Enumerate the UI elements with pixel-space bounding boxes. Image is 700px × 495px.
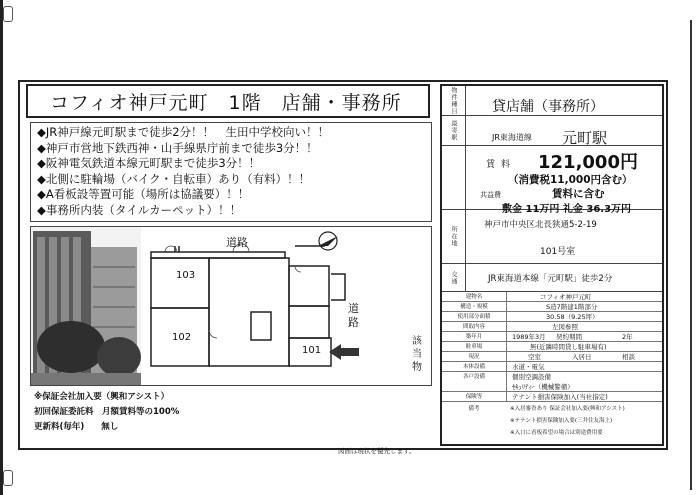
rent-label: 賃料 (486, 160, 517, 170)
room-101-label: 101 (302, 345, 322, 356)
address-row (442, 210, 662, 264)
detail-row: 建物名 コフィオ神戸元町 (442, 292, 662, 302)
floor-plan-drawing (145, 240, 405, 380)
feature-item: ◆阪神電気鉄道本線元町駅まで徒歩3分！！ (37, 156, 261, 170)
feature-item: ◆神戸市営地下鉄西神・山手線県庁前まで徒歩3分！！ (37, 140, 318, 155)
detail-row: 駐車場 無(近隣時間貸し駐車場有) (442, 342, 662, 352)
detail-row: 構造・規模 S造7階建1階部分 (442, 302, 662, 312)
remark-line: ※テナント損害保険加入要(三井住友海上) (510, 418, 613, 424)
target-unit-label: 該当物 (412, 336, 422, 373)
room-number: 101号室 (540, 247, 576, 257)
common-fee-value: 賃料に含む (552, 188, 605, 200)
address-value: 神戸市中央区北長狭通5-2-19 (484, 220, 597, 230)
rent-tax: （消費税11,000円含む） (508, 174, 633, 186)
punch-hole-top (3, 6, 13, 22)
remarks-label: 備考 (468, 406, 480, 412)
note-line: ※保証会社加入要（興和アシスト） (34, 392, 170, 402)
north-compass-icon (314, 230, 342, 252)
feature-list (30, 122, 432, 222)
guarantee-notes (34, 390, 179, 435)
road-label-top: 道路 (226, 236, 248, 249)
building-photo (31, 227, 141, 385)
detail-row: 使用部分面積 30.58（9.25坪） (442, 312, 662, 322)
feature-item: ◆JR神戸線元町駅まで徒歩2分！！ 生田中学校向い！！ (37, 125, 330, 139)
detail-row: 間取内容 左図参照 (442, 322, 662, 332)
address-label: 所在地 (442, 210, 466, 263)
traffic-label: 交通 (442, 264, 466, 291)
type-label: 物件種目 (442, 86, 466, 115)
remark-line: ※入居審査あり 保証会社加入要(興和アシスト) (510, 406, 625, 412)
station-name: 元町駅 (562, 129, 608, 147)
feature-item: ◆A看板設等置可能（場所は協議要）！！ (37, 187, 250, 201)
note-line: 初回保証委託料 月額賃料等の100% (34, 407, 180, 417)
detail-row: 保険等 テナント損害保険加入(当社指定) (442, 392, 662, 402)
detail-row: 本体設備 水道・電気 (442, 362, 662, 372)
deposit-key-money: 敷金 11万円 礼金 36.3万円 (502, 204, 632, 215)
detail-row: 築年月 1989年3月 契約期間 2年 (442, 332, 662, 342)
plan-footnote: 図面は現状を優先します。 (338, 447, 416, 455)
remarks-block (442, 404, 662, 444)
station-label: 最寄駅 (442, 116, 466, 145)
feature-item: ◆事務所内装（タイルカーペット）！！ (37, 202, 242, 217)
feature-item: ◆北側に駐輪場（バイク・自転車）あり（有料）！！ (37, 171, 311, 186)
road-label-side: 道路 (348, 302, 359, 329)
detail-row: 各戸設備 個別空調設備 (462, 373, 551, 381)
note-line: 更新料(毎年) 無し (34, 422, 119, 432)
room-103-label: 103 (176, 270, 196, 281)
detail-row: ｾｷｭﾘﾃｨｰ（機械警備） (442, 382, 662, 392)
traffic-row (442, 264, 662, 292)
common-fee-label: 共益費 (480, 191, 501, 199)
scan-edge-right (690, 20, 692, 490)
traffic-value: JR東海道本線「元町駅」徒歩2分 (488, 274, 613, 284)
type-value: 貸店舗（事務所） (492, 99, 604, 115)
detail-row: 現況 空室 入居日 相談 (442, 352, 662, 362)
property-title: コフィオ神戸元町 1階 店舗・事務所 (26, 84, 430, 118)
rent-side-label (442, 146, 466, 209)
station-line: JR東海道線 (492, 133, 532, 142)
room-102-label: 102 (172, 332, 192, 343)
detail-rows (442, 292, 662, 404)
remark-line: ※入口に看板希望の場合は別途費用要 (510, 430, 603, 436)
punch-hole-bottom (3, 470, 13, 486)
rent-value: 121,000円 (538, 152, 638, 173)
scan-edge-left (0, 0, 3, 495)
property-spec-table (440, 84, 664, 446)
